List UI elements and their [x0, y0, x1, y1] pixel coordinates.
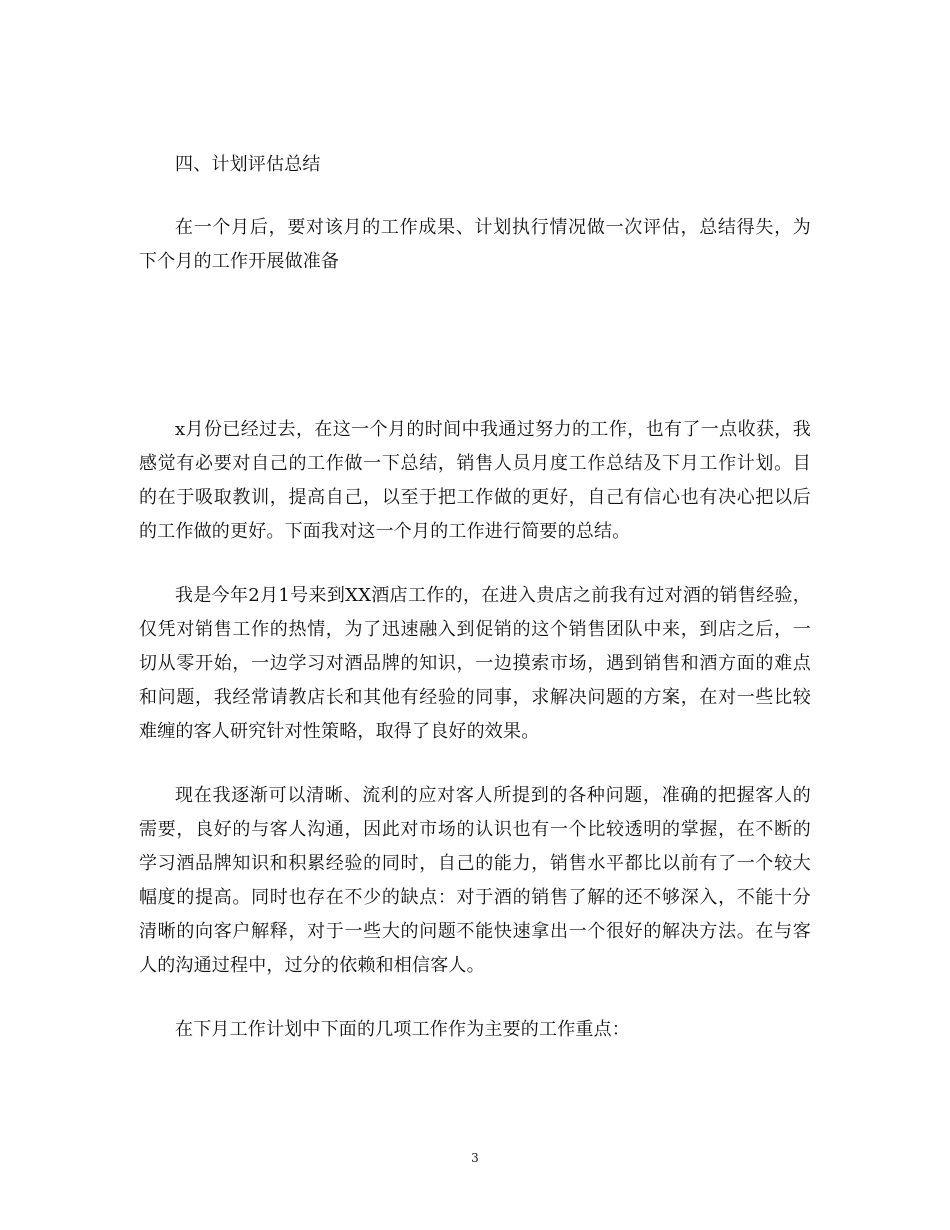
- paragraph-next-plan: 在下月工作计划中下面的几项工作作为主要的工作重点：: [175, 1019, 630, 1040]
- paragraph-progress: 现在我逐渐可以清晰、流利的应对客人所提到的各种问题，准确的把握客人的需要，良好的与客人沟通，因此对市场的认识也有一个比较透明的掌握，在不断的学习酒品牌知识和积累经验的同时，自己的能力，销售水平都比以前有了一个较大幅度的提高。同时也存在不少的缺点：对于酒的销售了解的还不够深入，不能十分清晰的向客户解释，对于一些大的问题不能快速拿出一个很好的解决方法。在与客人的沟通过程中，过分的依赖和相信客人。: [139, 785, 811, 976]
- paragraph-evaluation: 在一个月后，要对该月的工作成果、计划执行情况做一次评估，总结得失，为下个月的工作开展做准备: [139, 217, 811, 272]
- paragraph-intro: x月份已经过去，在这一个月的时间中我通过努力的工作，也有了一点收获，我感觉有必要对自己的工作做一下总结，销售人员月度工作总结及下月工作计划。目的在于吸取教训，提高自己，以至于把工作做的更好，自己有信心也有决心把以后的工作做的更好。下面我对这一个月的工作进行简要的总结。: [139, 419, 811, 542]
- document-body: [139, 148, 811, 1047]
- section-heading: 四、计划评估总结: [175, 154, 321, 175]
- page-number: 3: [471, 1151, 479, 1165]
- paragraph-arrival: 我是今年2月1号来到XX酒店工作的，在进入贵店之前我有过对酒的销售经验，仅凭对销售工作的热情，为了迅速融入到促销的这个销售团队中来，到店之后，一切从零开始，一边学习对酒品牌的知识，一边摸索市场，遇到销售和酒方面的难点和问题，我经常请教店长和其他有经验的同事，求解决问题的方案，在对一些比较难缠的客人研究针对性策略，取得了良好的效果。: [139, 585, 811, 742]
